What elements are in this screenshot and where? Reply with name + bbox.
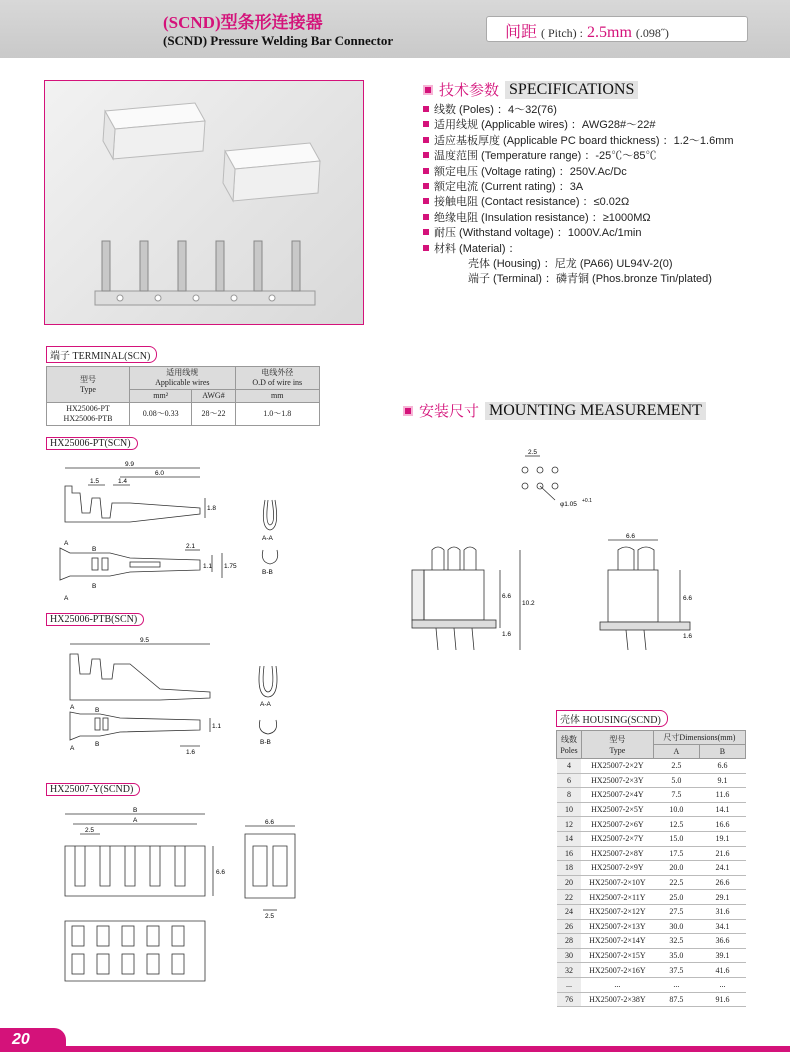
cell-a: 20.0 [653,861,699,876]
th-b: B [699,745,745,759]
bullet-icon [423,106,429,112]
housing-illustration-1 [103,103,205,159]
bullet-icon [423,198,429,204]
svg-text:10.2: 10.2 [522,600,535,607]
cell-b: 36.6 [699,934,745,949]
bullet-icon [423,229,429,235]
table-row [557,759,746,774]
th-poles: 线数 Poles [557,731,582,759]
table-row [557,934,746,949]
ptb-drawing [50,634,330,774]
cell-poles: 22 [557,890,582,905]
svg-text:1.1: 1.1 [203,563,213,570]
cell-poles: 32 [557,963,582,978]
table-row [557,977,746,992]
th-od: 电线外径 O.D of wire ins [235,367,319,390]
th-mm2: mm² [130,390,192,403]
svg-text:6.6: 6.6 [265,819,275,826]
title-en: (SCND) Pressure Welding Bar Connector [163,33,394,48]
cell-a: 17.5 [653,846,699,861]
svg-text:6.6: 6.6 [216,869,226,876]
cell-b: 24.1 [699,861,745,876]
cell-type: HX25007-2×16Y [581,963,653,978]
cell-poles: 26 [557,919,582,934]
svg-text:1.6: 1.6 [502,631,512,638]
spec-list [423,103,734,288]
svg-text:B: B [133,807,138,814]
svg-text:6.0: 6.0 [155,470,165,477]
cell-a: 12.5 [653,817,699,832]
svg-text:1.1: 1.1 [212,723,222,730]
cell-a: 87.5 [653,992,699,1007]
bullet-icon [423,137,429,143]
table-row: HX25006-PT HX25006-PTB 0.08～0.33 28～22 1.0～1.8 [47,403,320,426]
cell-b: 11.6 [699,788,745,803]
bullet-icon [423,168,429,174]
bullet-icon [423,214,429,220]
svg-text:6.6: 6.6 [626,533,636,540]
svg-text:B: B [92,546,97,553]
cell-type: HX25007-2×15Y [581,948,653,963]
material-housing: 壳体 (Housing) ：尼龙 (PA66) UL94V-2(0) [468,258,673,271]
svg-text:φ1.05: φ1.05 [560,501,577,508]
cell-poles: ... [557,977,582,992]
svg-text:B-B: B-B [260,739,271,746]
bullet-icon [423,121,429,127]
cell-poles: 20 [557,875,582,890]
y-housing-drawing [55,806,315,996]
svg-text:A-A: A-A [262,535,273,542]
bullet-icon [423,245,429,251]
table-row [557,963,746,978]
table-row [557,992,746,1007]
cell-type: HX25007-2×11Y [581,890,653,905]
table-row [557,802,746,817]
cell-b: 19.1 [699,831,745,846]
svg-text:B: B [95,741,100,748]
housing-table [556,730,746,1007]
table-row [557,919,746,934]
spec-item: 耐压 (Withstand voltage) ：1000V.Ac/1min [423,226,734,241]
table-row [557,846,746,861]
th-type: 型号 Type [47,367,130,403]
cell-a: 27.5 [653,904,699,919]
cell-a: 32.5 [653,934,699,949]
housing-illustration-2 [223,143,320,201]
cell-a: 25.0 [653,890,699,905]
ptb-tag: HX25006-PTB(SCN) [46,613,144,626]
cell-poles: 16 [557,846,582,861]
page-number: 20 [12,1031,30,1048]
terminal-tag: 端子 TERMINAL(SCN) [46,346,157,363]
svg-text:A: A [70,704,75,711]
cell-type: ... [581,977,653,992]
bullet-icon [423,152,429,158]
mounting-title [403,400,706,421]
svg-text:B-B: B-B [262,569,273,576]
spec-item: 适应基板厚度 (Applicable PC board thickness) ：1.2～1.6mm [423,134,734,149]
table-row [557,875,746,890]
spec-item: 额定电流 (Current rating) ：3A [423,180,734,195]
svg-text:1.4: 1.4 [118,478,128,485]
table-row [557,861,746,876]
spec-item: 温度范围 (Temperature range) ：-25℃～85℃ [423,149,734,164]
th-dimensions: 尺寸Dimensions(mm) [653,731,745,745]
svg-text:1.8: 1.8 [207,505,217,512]
cell-poles: 14 [557,831,582,846]
table-row [557,817,746,832]
cell-b: 39.1 [699,948,745,963]
pt-tag: HX25006-PT(SCN) [46,437,138,450]
cell-b: 26.6 [699,875,745,890]
housing-tag: 壳体 HOUSING(SCND) [556,710,668,727]
th-a: A [653,745,699,759]
page-tab [0,1028,66,1052]
svg-text:1.75: 1.75 [224,563,237,570]
cell-b: 21.6 [699,846,745,861]
specs-title-en: SPECIFICATIONS [505,81,638,99]
svg-text:A: A [64,595,69,602]
cell-type: HX25007-2×2Y [581,759,653,774]
svg-text:1.5: 1.5 [90,478,100,485]
svg-text:B: B [95,707,100,714]
svg-text:2.1: 2.1 [186,543,196,550]
cell-poles: 12 [557,817,582,832]
svg-text:1.6: 1.6 [186,749,196,756]
cell-type: HX25007-2×9Y [581,861,653,876]
spec-item: 材料 (Material) ： [423,242,734,257]
cell-poles: 76 [557,992,582,1007]
pitch-cn: 间距 [505,24,538,41]
material-terminal: 端子 (Terminal) ：磷青铜 (Phos.bronze Tin/plated) [468,273,712,286]
cell-type: HX25007-2×12Y [581,904,653,919]
cell-a: 30.0 [653,919,699,934]
y-tag: HX25007-Y(SCND) [46,783,140,796]
cell-a: 35.0 [653,948,699,963]
bullet-icon [423,183,429,189]
th-wires: 适用线规 Applicable wires [130,367,236,390]
mounting-title-en: MOUNTING MEASUREMENT [485,402,706,420]
pitch-label: ( Pitch) : [541,26,584,40]
table-row [557,773,746,788]
cell-poles: 10 [557,802,582,817]
cell-b: 41.6 [699,963,745,978]
spec-item: 线数 (Poles) ：4～32(76) [423,103,734,118]
cell-poles: 24 [557,904,582,919]
spec-item: 绝缘电阻 (Insulation resistance) ：≥1000MΩ [423,211,734,226]
bottom-bar [66,1046,790,1052]
table-row [557,788,746,803]
cell-type: HX25007-2×8Y [581,846,653,861]
cell-type: HX25007-2×38Y [581,992,653,1007]
cell-b: 31.6 [699,904,745,919]
cell-type: HX25007-2×5Y [581,802,653,817]
svg-text:9.9: 9.9 [125,461,135,468]
svg-text:B: B [92,583,97,590]
table-row [557,890,746,905]
cell-poles: 28 [557,934,582,949]
th-mm: mm [235,390,319,403]
svg-text:6.6: 6.6 [502,593,512,600]
cell-poles: 18 [557,861,582,876]
pitch-inch: (.098˝) [635,26,669,40]
connector-illustration [45,81,365,326]
cell-poles: 6 [557,773,582,788]
cell-poles: 4 [557,759,582,774]
section-square-icon [403,406,413,416]
product-photo [44,80,364,325]
table-row [557,831,746,846]
cell-b: 91.6 [699,992,745,1007]
spec-item: 接触电阻 (Contact resistance) ：≤0.02Ω [423,195,734,210]
svg-text:1.6: 1.6 [683,633,693,640]
svg-text:A: A [70,745,75,752]
svg-text:A: A [64,540,69,547]
terminal-table [46,366,320,426]
cell-b: 6.6 [699,759,745,774]
cell-a: ... [653,977,699,992]
cell-a: 2.5 [653,759,699,774]
svg-text:A-A: A-A [260,701,271,708]
cell-poles: 30 [557,948,582,963]
mount-side-view [600,540,693,650]
cell-a: 15.0 [653,831,699,846]
cell-b: ... [699,977,745,992]
terminal-strip-illustration [95,241,315,305]
mounting-title-cn: 安装尺寸 [419,403,480,420]
cell-b: 9.1 [699,773,745,788]
cell-type: HX25007-2×10Y [581,875,653,890]
cell-a: 10.0 [653,802,699,817]
specs-title [423,79,638,100]
cell-a: 7.5 [653,788,699,803]
pt-drawing [50,458,330,608]
pitch-value: 2.5mm [587,24,632,41]
cell-b: 14.1 [699,802,745,817]
th-awg: AWG# [192,390,235,403]
cell-type: HX25007-2×13Y [581,919,653,934]
cell-a: 37.5 [653,963,699,978]
svg-text:6.6: 6.6 [683,595,693,602]
svg-text:A: A [133,817,138,824]
cell-type: HX25007-2×6Y [581,817,653,832]
th-type: 型号 Type [581,731,653,759]
svg-text:+0.1: +0.1 [582,498,592,504]
table-row [557,904,746,919]
spec-item: 额定电压 (Voltage rating) ：250V.Ac/Dc [423,165,734,180]
cell-a: 22.5 [653,875,699,890]
cell-b: 34.1 [699,919,745,934]
pitch-box [486,16,748,42]
specs-title-cn: 技术参数 [439,82,500,99]
section-square-icon [423,85,433,95]
table-row [557,948,746,963]
svg-text:2.5: 2.5 [85,827,95,834]
svg-text:2.5: 2.5 [265,913,275,920]
cell-type: HX25007-2×14Y [581,934,653,949]
housing-table-body [557,759,746,1007]
title-cn: (SCND)型条形连接器 [163,13,323,32]
cell-type: HX25007-2×4Y [581,788,653,803]
cell-type: HX25007-2×3Y [581,773,653,788]
svg-text:9.5: 9.5 [140,637,150,644]
cell-poles: 8 [557,788,582,803]
cell-a: 5.0 [653,773,699,788]
mounting-drawing [400,440,760,660]
spec-item: 适用线规 (Applicable wires) ：AWG28#～22# [423,118,734,133]
cell-b: 16.6 [699,817,745,832]
svg-text:2.5: 2.5 [528,449,538,456]
hole-pattern [522,456,558,500]
cell-type: HX25007-2×7Y [581,831,653,846]
cell-b: 29.1 [699,890,745,905]
